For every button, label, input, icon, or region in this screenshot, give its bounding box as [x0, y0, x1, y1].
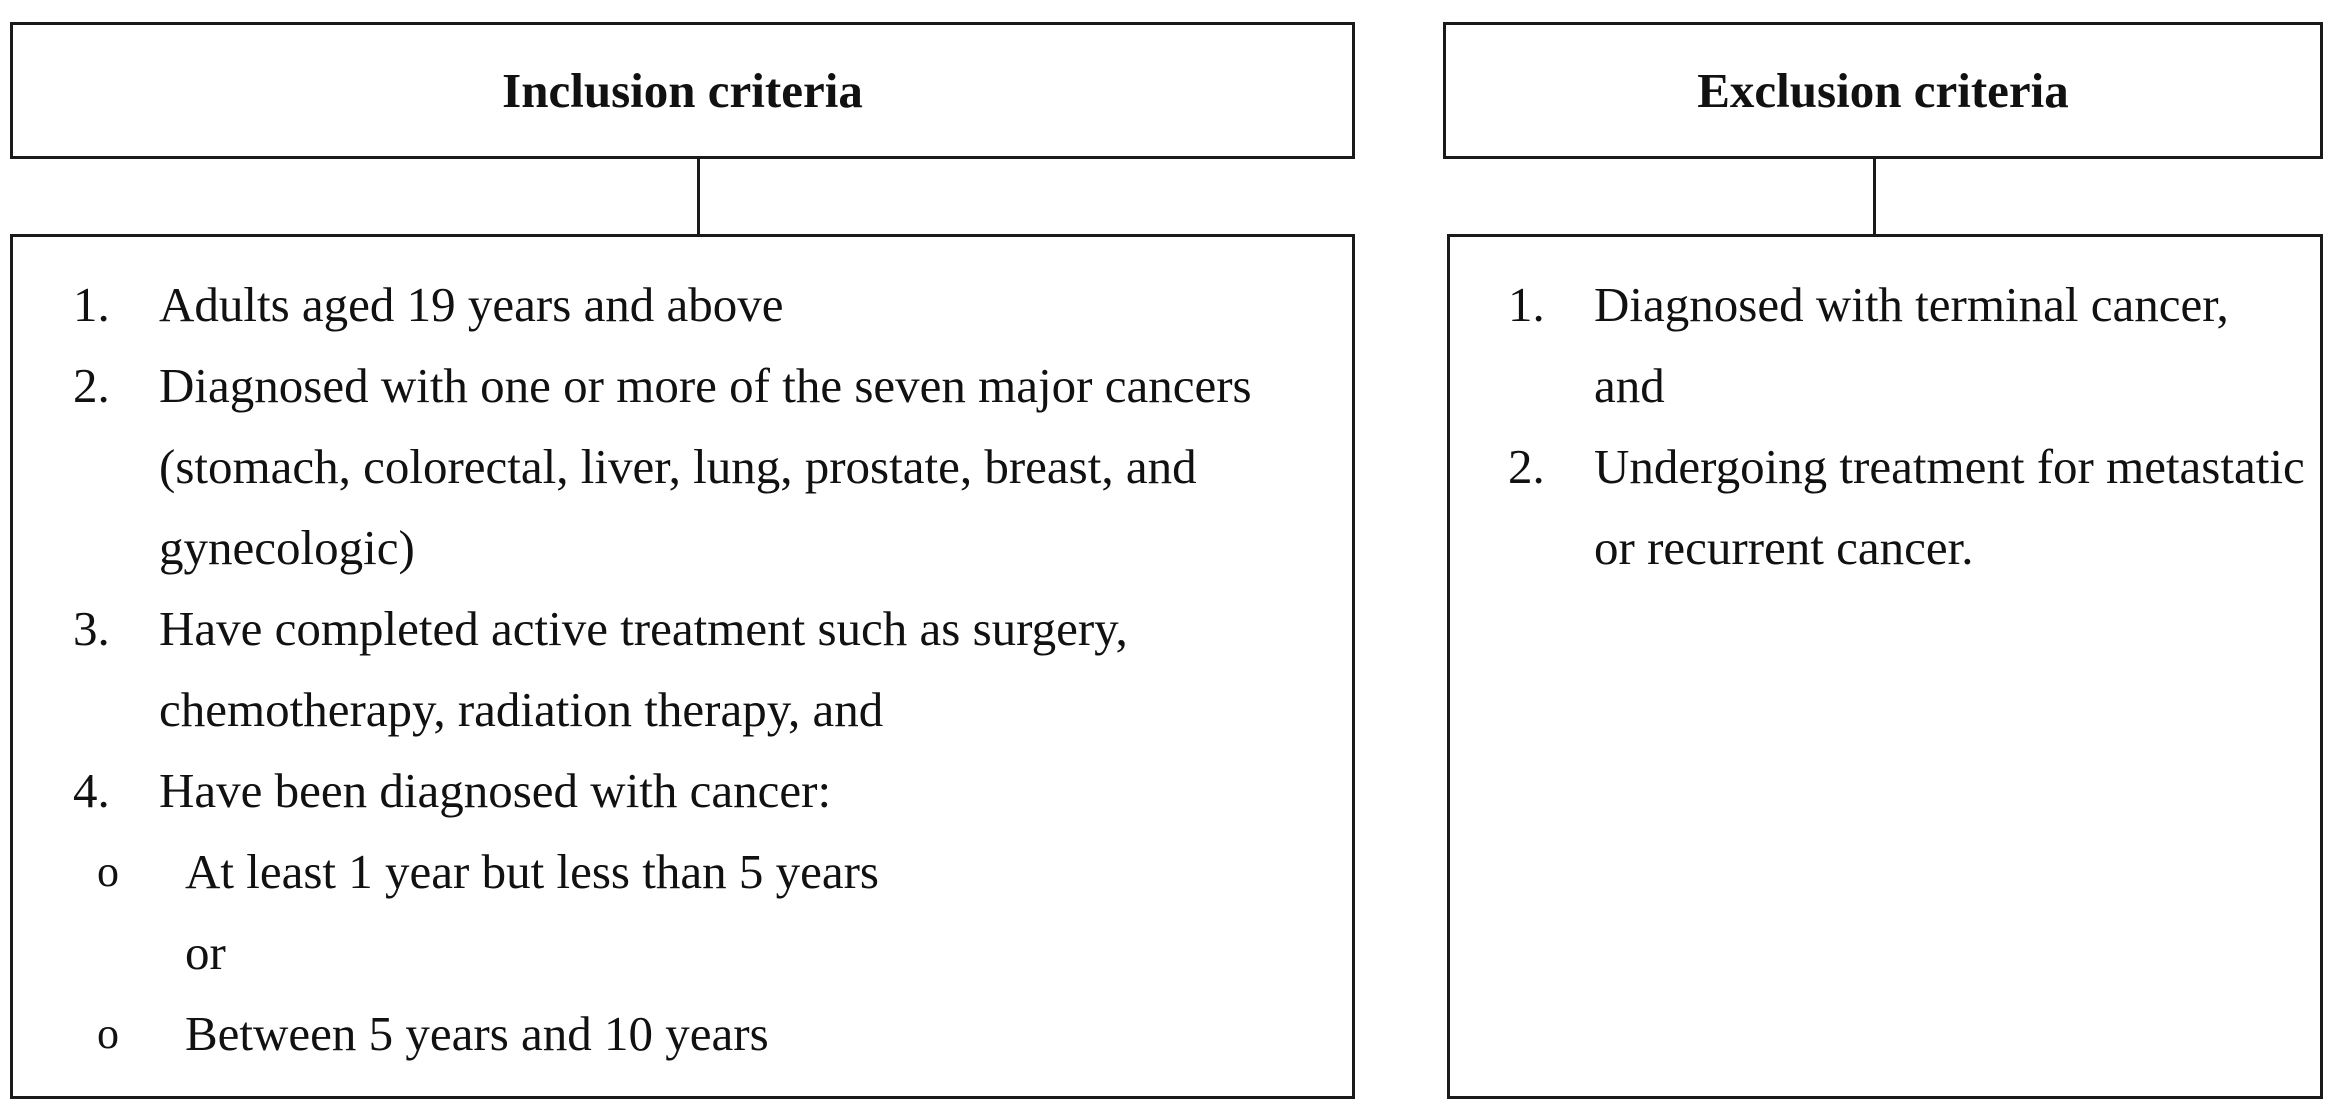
duration-option-2 — [73, 993, 1343, 1074]
duration-option-text: At least 1 year but less than 5 years — [185, 844, 879, 899]
inclusion-criteria-box — [10, 234, 1355, 1099]
inclusion-item-3 — [73, 588, 1343, 750]
inclusion-item-1 — [73, 264, 1343, 345]
exclusion-criteria-title: Exclusion criteria — [1697, 63, 2069, 118]
list-number: 2. — [1508, 439, 1545, 494]
exclusion-criteria-list — [1508, 264, 2308, 588]
inclusion-item-2 — [73, 345, 1343, 588]
list-number: 4. — [73, 763, 110, 818]
list-item-text: Diagnosed with one or more of the seven major cancers (stomach, colorectal, liver, lung, prostate, breast, and gynecologic) — [159, 358, 1252, 575]
exclusion-item-2 — [1508, 426, 2308, 588]
duration-option-text: Between 5 years and 10 years — [185, 1006, 769, 1061]
bullet-marker: o — [97, 1009, 119, 1058]
exclusion-item-1 — [1508, 264, 2308, 426]
inclusion-connector-line — [697, 159, 700, 234]
diagnosis-duration-sublist — [73, 831, 1343, 1074]
list-number: 2. — [73, 358, 110, 413]
list-item-text: Have been diagnosed with cancer: — [159, 763, 832, 818]
exclusion-criteria-box — [1447, 234, 2323, 1099]
duration-option-connector-word: or — [185, 925, 226, 980]
inclusion-item-4 — [73, 750, 1343, 1074]
list-item-text: Diagnosed with terminal cancer, and — [1594, 277, 2229, 413]
inclusion-criteria-header — [10, 22, 1355, 159]
list-item-text: Undergoing treatment for metastatic or recurrent cancer. — [1594, 439, 2305, 575]
inclusion-criteria-title: Inclusion criteria — [502, 63, 863, 118]
list-item-text: Have completed active treatment such as surgery, chemotherapy, radiation therapy, and — [159, 601, 1128, 737]
list-number: 3. — [73, 601, 110, 656]
list-item-text: Adults aged 19 years and above — [159, 277, 784, 332]
duration-option-1 — [73, 831, 1343, 993]
bullet-marker: o — [97, 847, 119, 896]
list-number: 1. — [1508, 277, 1545, 332]
list-number: 1. — [73, 277, 110, 332]
exclusion-criteria-header — [1443, 22, 2323, 159]
inclusion-criteria-list — [73, 264, 1343, 1074]
exclusion-connector-line — [1873, 159, 1876, 234]
